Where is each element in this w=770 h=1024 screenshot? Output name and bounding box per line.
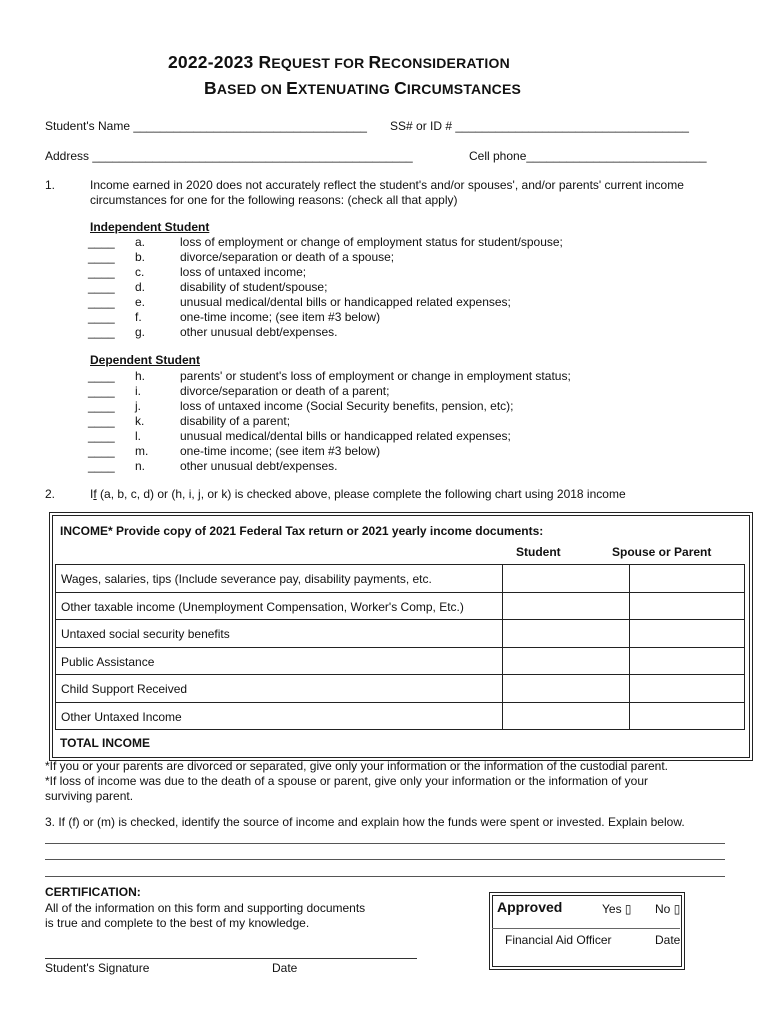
dependent-item-j[interactable]: [88, 399, 708, 414]
check-blank[interactable]: ____: [88, 325, 115, 339]
item-text: loss of untaxed income (Social Security benefits, pension, etc);: [180, 399, 514, 413]
check-blank[interactable]: ____: [88, 280, 115, 294]
item-letter: g.: [135, 325, 146, 339]
no-label: No: [655, 902, 671, 916]
check-blank[interactable]: ____: [88, 399, 115, 413]
signature-date-label: Date: [272, 961, 298, 975]
independent-item-e[interactable]: [88, 295, 708, 310]
check-blank[interactable]: ____: [88, 414, 115, 428]
income-row-label: Public Assistance: [61, 654, 155, 669]
spouse-parent-amount-input[interactable]: [629, 564, 745, 593]
q2-text: [90, 487, 626, 501]
signature-label: Student's Signature: [45, 961, 150, 975]
check-blank[interactable]: ____: [88, 384, 115, 398]
item-text: one-time income; (see item #3 below): [180, 444, 381, 458]
approval-divider: [492, 928, 680, 929]
total-income-label: TOTAL INCOME: [60, 736, 150, 750]
form-title-line1: 2022-2023 REQUEST FOR RECONSIDERATION: [168, 52, 510, 72]
item-text: divorce/separation or death of a parent;: [180, 384, 390, 398]
student-amount-input[interactable]: [502, 592, 630, 621]
item-text: disability of a parent;: [180, 414, 291, 428]
income-row-label-cell: [55, 592, 503, 621]
check-blank[interactable]: ____: [88, 265, 115, 279]
item-text: loss of untaxed income;: [180, 265, 307, 279]
yes-checkbox-icon[interactable]: ▯: [624, 902, 632, 916]
income-row-label: Other taxable income (Unemployment Compensation, Worker's Comp, Etc.): [61, 599, 464, 614]
q1-text-line2: circumstances for one for the following reasons: (check all that apply): [90, 193, 458, 207]
check-blank[interactable]: ____: [88, 369, 115, 383]
no-checkbox-icon[interactable]: ▯: [673, 902, 681, 916]
col-header-student: Student: [516, 545, 561, 559]
student-amount-input[interactable]: [502, 674, 630, 703]
approved-label: Approved: [497, 899, 563, 915]
certification-line2: is true and complete to the best of my knowledge.: [45, 916, 310, 930]
item-letter: e.: [135, 295, 146, 309]
item-text: disability of student/spouse;: [180, 280, 328, 294]
dependent-item-l[interactable]: [88, 429, 708, 444]
student-amount-input[interactable]: [502, 619, 630, 648]
independent-item-g[interactable]: [88, 325, 708, 340]
income-row-label: Child Support Received: [61, 682, 188, 696]
form-title-line2: BASED ON EXTENUATING CIRCUMSTANCES: [204, 78, 522, 98]
item-letter: n.: [135, 459, 146, 473]
income-row-label-cell: [55, 647, 503, 676]
check-blank[interactable]: ____: [88, 250, 115, 264]
note-line2: *If loss of income was due to the death of a spouse or parent, give only your information or the information of your: [45, 774, 648, 788]
item-letter: c.: [135, 265, 145, 279]
q2-text-underlined: f: [93, 487, 97, 501]
q1-text-line1: Income earned in 2020 does not accurately reflect the student's and/or spouses', and/or parents' current income: [90, 178, 684, 192]
financial-aid-officer-label: Financial Aid Officer: [505, 933, 612, 947]
q2-text-post: (a, b, c, d) or (h, i, j, or k) is checked above, please complete the following chart using 2018 income: [96, 487, 626, 501]
q2-number: 2.: [45, 487, 56, 501]
item-text: unusual medical/dental bills or handicapped related expenses;: [180, 429, 511, 443]
independent-item-f[interactable]: [88, 310, 708, 325]
signature-line[interactable]: [45, 958, 417, 959]
dependent-heading: Dependent Student: [90, 353, 200, 367]
certification-heading: CERTIFICATION:: [45, 885, 141, 899]
yes-label: Yes: [602, 902, 622, 916]
income-row-label: Wages, salaries, tips (Include severance pay, disability payments, etc.: [61, 572, 432, 586]
dependent-item-m[interactable]: [88, 444, 708, 459]
explain-line-1[interactable]: [45, 843, 725, 844]
student-amount-input[interactable]: [502, 564, 630, 593]
item-letter: j.: [135, 399, 141, 413]
item-text: loss of employment or change of employment status for student/spouse;: [180, 235, 563, 249]
item-letter: k.: [135, 414, 145, 428]
item-letter: a.: [135, 235, 146, 249]
spouse-parent-amount-input[interactable]: [629, 592, 745, 621]
q3-text: 3. If (f) or (m) is checked, identify the source of income and explain how the funds were spent or invested. Explain below.: [45, 815, 685, 829]
spouse-parent-amount-input[interactable]: [629, 619, 745, 648]
dependent-item-k[interactable]: [88, 414, 708, 429]
income-row-label-cell: [55, 702, 503, 731]
check-blank[interactable]: ____: [88, 429, 115, 443]
approved-yes[interactable]: [602, 902, 632, 916]
item-letter: l.: [135, 429, 141, 443]
q1-number: 1.: [45, 178, 56, 192]
q2-text-pre: I: [90, 487, 94, 501]
check-blank[interactable]: ____: [88, 310, 115, 324]
item-letter: d.: [135, 280, 146, 294]
item-text: unusual medical/dental bills or handicapped related expenses;: [180, 295, 511, 309]
dependent-item-i[interactable]: [88, 384, 708, 399]
item-letter: i.: [135, 384, 141, 398]
income-row-label-cell: [55, 674, 503, 703]
student-amount-input[interactable]: [502, 647, 630, 676]
check-blank[interactable]: ____: [88, 295, 115, 309]
approved-no[interactable]: [655, 902, 680, 916]
note-line3: surviving parent.: [45, 789, 134, 803]
item-letter: h.: [135, 369, 146, 383]
explain-line-3[interactable]: [45, 876, 725, 877]
item-letter: f.: [135, 310, 142, 324]
income-row-label: Other Untaxed Income: [61, 709, 182, 724]
independent-heading: Independent Student: [90, 220, 210, 234]
check-blank[interactable]: ____: [88, 459, 115, 473]
income-row-label: Untaxed social security benefits: [61, 627, 230, 641]
item-letter: b.: [135, 250, 146, 264]
independent-item-b[interactable]: [88, 250, 708, 265]
explain-line-2[interactable]: [45, 859, 725, 860]
certification-line1: All of the information on this form and supporting documents: [45, 901, 366, 915]
item-text: parents' or student's loss of employment or change in employment status;: [180, 369, 571, 383]
item-text: one-time income; (see item #3 below): [180, 310, 381, 324]
income-row-label-cell: [55, 619, 503, 648]
dependent-item-h[interactable]: [88, 369, 708, 384]
dependent-item-n[interactable]: [88, 459, 708, 474]
address-field[interactable]: Address ________________________________________________: [45, 149, 413, 163]
income-row-label-cell: [55, 564, 503, 593]
income-table-heading: INCOME* Provide copy of 2021 Federal Tax return or 2021 yearly income documents:: [60, 524, 544, 538]
check-blank[interactable]: ____: [88, 444, 115, 458]
independent-item-a[interactable]: [88, 235, 708, 250]
cell-phone-field[interactable]: Cell phone___________________________: [469, 149, 707, 163]
independent-item-c[interactable]: [88, 265, 708, 280]
col-header-spouse-parent: Spouse or Parent: [612, 545, 712, 559]
spouse-parent-amount-input[interactable]: [629, 674, 745, 703]
item-text: other unusual debt/expenses.: [180, 459, 338, 473]
check-blank[interactable]: ____: [88, 235, 115, 249]
approval-date-label: Date: [655, 933, 681, 947]
item-text: divorce/separation or death of a spouse;: [180, 250, 395, 264]
item-letter: m.: [135, 444, 149, 458]
spouse-parent-amount-input[interactable]: [629, 647, 745, 676]
note-line1: *If you or your parents are divorced or separated, give only your information or the information of the custodial parent.: [45, 759, 669, 773]
spouse-parent-amount-input[interactable]: [629, 702, 745, 731]
item-text: other unusual debt/expenses.: [180, 325, 338, 339]
independent-item-d[interactable]: [88, 280, 708, 295]
student-amount-input[interactable]: [502, 702, 630, 731]
student-name-field[interactable]: Student's Name ___________________________________: [45, 119, 367, 133]
ss-id-field[interactable]: SS# or ID # ___________________________________: [390, 119, 689, 133]
